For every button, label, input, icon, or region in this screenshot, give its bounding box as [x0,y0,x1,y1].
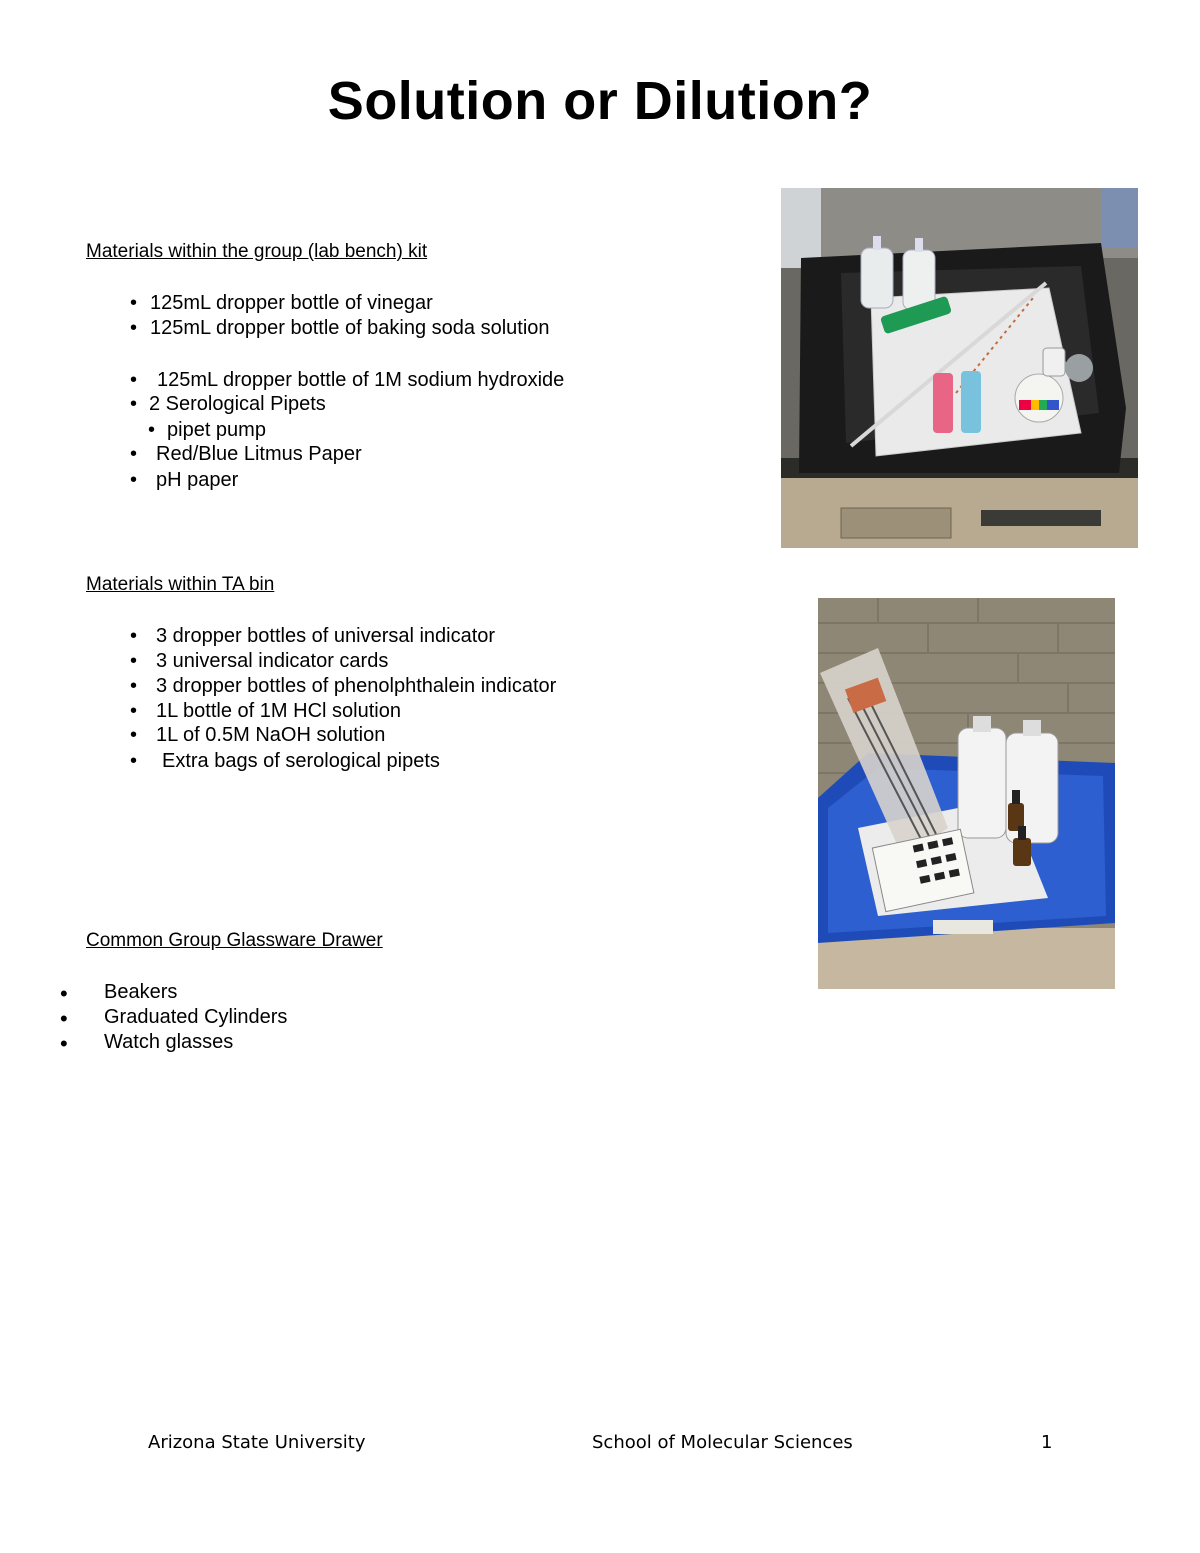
lab-bench-kit-photo [781,188,1138,548]
ta-bin-photo [818,598,1115,989]
page-title: Solution or Dilution? [327,71,873,131]
lab-bench-kit-illustration [781,188,1138,548]
ta-bin-heading: Materials within TA bin [86,574,275,595]
ta-bin-illustration [818,598,1115,989]
footer-school: School of Molecular Sciences [592,1432,853,1453]
glassware-heading: Common Group Glassware Drawer [86,930,383,951]
footer-institution: Arizona State University [148,1432,366,1453]
group-kit-heading: Materials within the group (lab bench) kit [86,241,428,262]
page-number: 1 [1041,1432,1053,1453]
